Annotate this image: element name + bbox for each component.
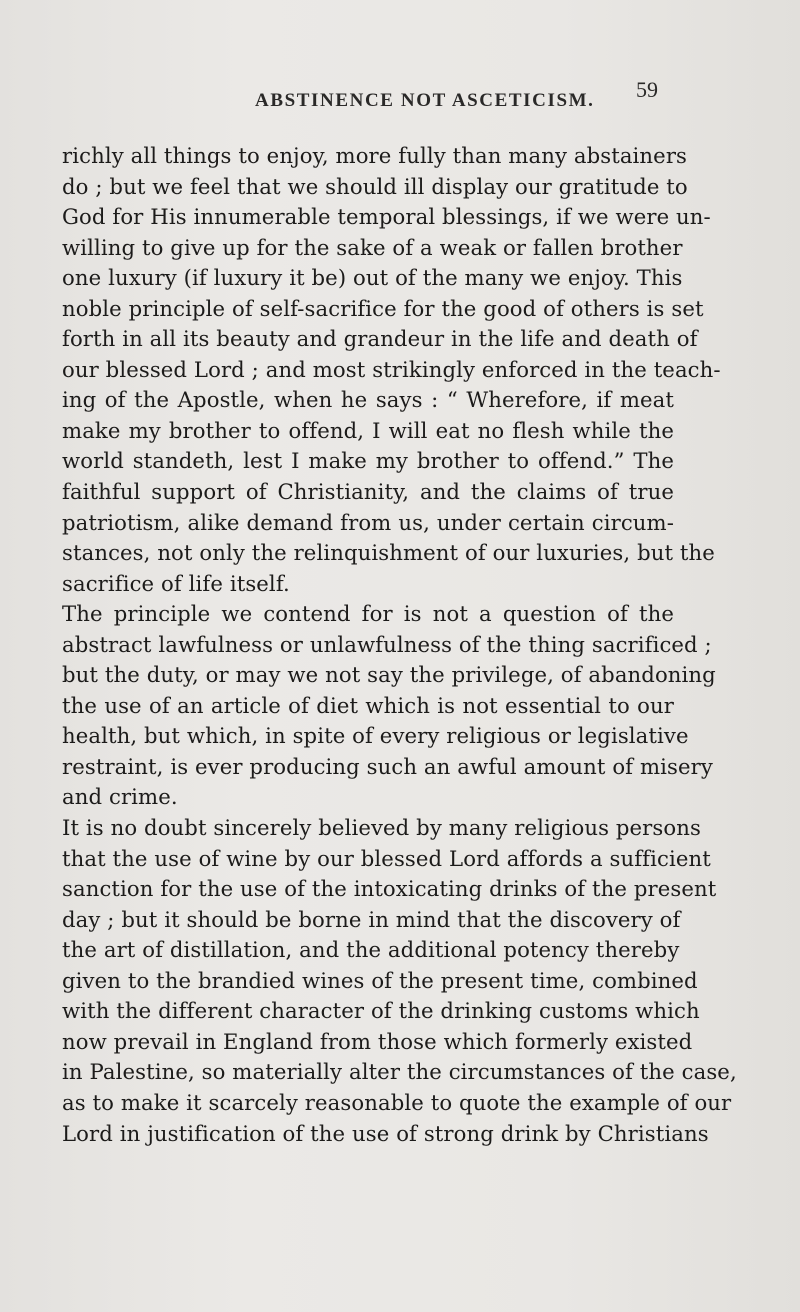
page-number: 59 [636,77,658,102]
text-line: sanction for the use of the intoxicating drinks of the present [62,876,717,902]
text-line: restraint, is ever producing such an awful amount of misery [62,753,713,779]
text-line: do ; but we feel that we should ill display our gratitude to [62,173,688,199]
text-line: forth in all its beauty and grandeur in the life and death of [62,326,698,352]
text-line: health, but which, in spite of every religious or legislative [62,723,689,749]
text-line: God for His innumerable temporal blessings, if we were un- [62,204,711,230]
text-line: now prevail in England from those which formerly existed [62,1028,693,1054]
text-line: and crime. [62,784,178,810]
text-line: willing to give up for the sake of a weak or fallen brother [62,234,683,260]
text-line: The principle we contend for is not a question of the [62,601,674,627]
text-line: one luxury (if luxury it be) out of the many we enjoy. This [62,265,683,291]
text-line: Lord in justification of the use of strong drink by Christians [62,1120,709,1146]
text-line: with the different character of the drinking customs which [62,998,700,1024]
text-line: world standeth, lest I make my brother to offend.” The [62,448,674,474]
body-text [62,141,737,1149]
text-line: in Palestine, so materially alter the circumstances of the case, [62,1059,737,1085]
text-line: that the use of wine by our blessed Lord affords a sufficient [62,845,711,871]
text-line: patriotism, alike demand from us, under certain circum- [62,509,674,535]
text-line: but the duty, or may we not say the privilege, of abandoning [62,662,716,688]
text-line: abstract lawfulness or unlawfulness of the thing sacrificed ; [62,631,712,657]
running-head [0,77,800,122]
text-line: faithful support of Christianity, and the claims of true [62,479,674,505]
text-line: our blessed Lord ; and most strikingly enforced in the teach- [62,356,721,382]
running-title: ABSTINENCE NOT ASCETICISM. [255,90,595,111]
text-line: richly all things to enjoy, more fully than many abstainers [62,143,688,168]
text-line: ing of the Apostle, when he says : “ Wherefore, if meat [62,387,674,413]
text-line: the art of distillation, and the additional potency thereby [62,937,680,963]
text-line: noble principle of self-sacrifice for the good of others is set [62,295,704,321]
text-line: as to make it scarcely reasonable to quote the example of our [62,1089,732,1115]
text-line: sacrifice of life itself. [62,570,290,596]
text-line: It is no doubt sincerely believed by many religious persons [62,815,701,841]
text-line: make my brother to offend, I will eat no flesh while the [62,417,674,443]
text-line: given to the brandied wines of the present time, combined [62,967,698,993]
text-line: day ; but it should be borne in mind that the discovery of [62,906,681,932]
text-line: the use of an article of diet which is not essential to our [62,692,674,718]
text-line: stances, not only the relinquishment of our luxuries, but the [62,540,715,566]
